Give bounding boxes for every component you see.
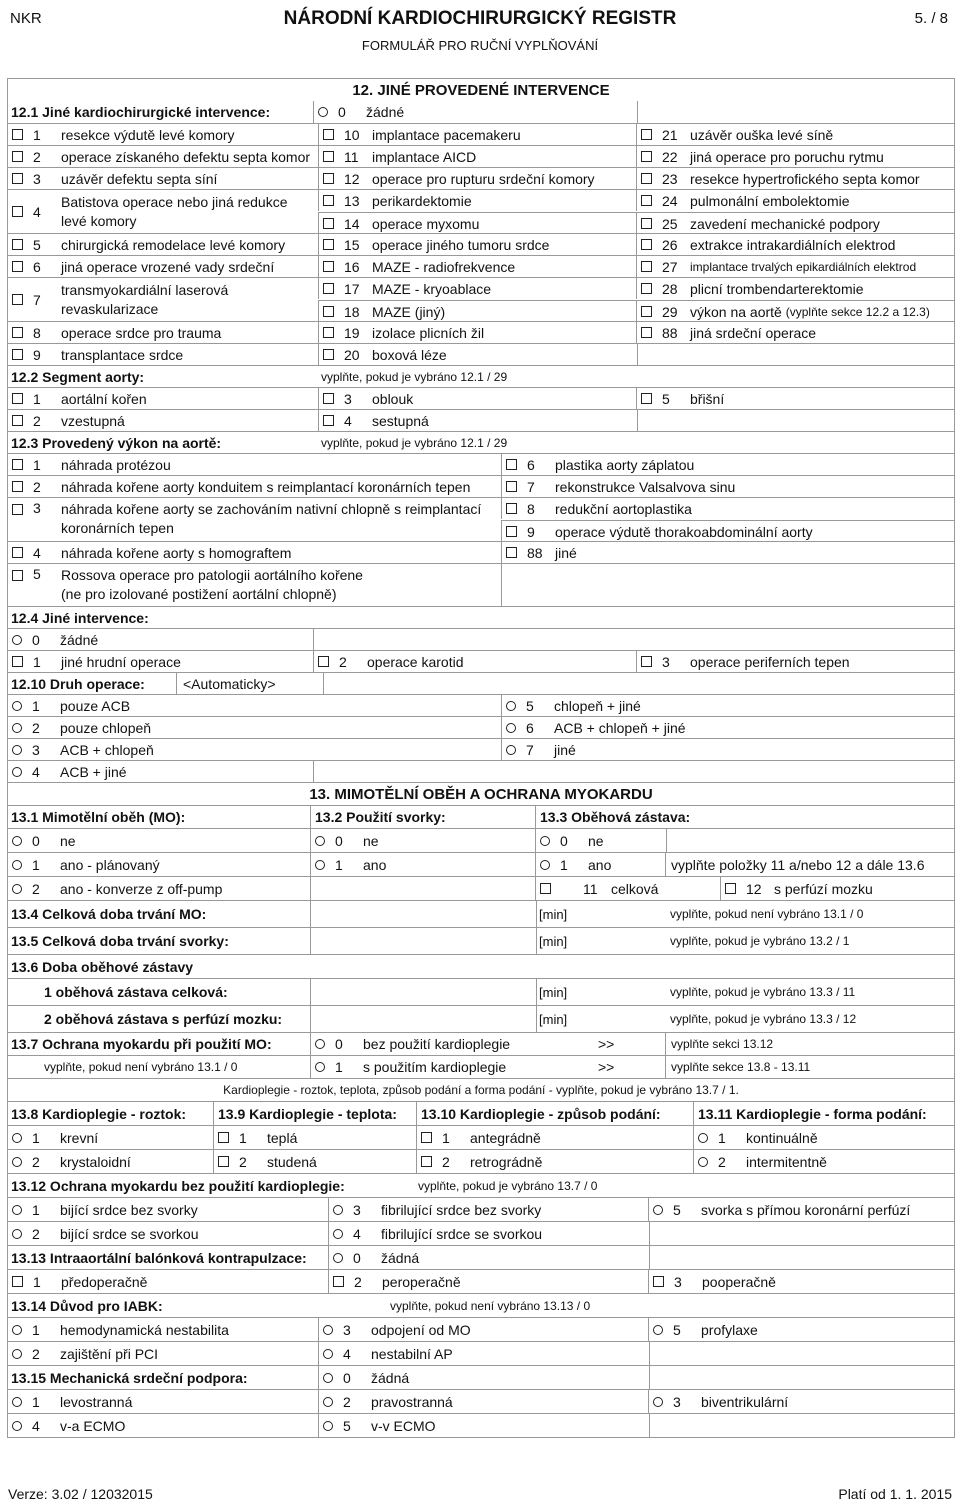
forma-2[interactable]: 2 intermitentně <box>693 1150 827 1173</box>
q12-2-row <box>8 409 954 431</box>
q13-1-3-header: 13.1 Mimotělní oběh (MO): 13.2 Použití svorky: 13.3 Oběhová zástava: <box>8 805 954 828</box>
druh-1[interactable]: 1 pouze ACB <box>8 695 130 716</box>
checkbox-icon[interactable] <box>641 656 652 667</box>
radio-icon[interactable] <box>653 1397 663 1407</box>
q13-row <box>8 876 954 900</box>
radio-icon[interactable] <box>12 1421 22 1431</box>
q12-1-grid-row <box>8 277 954 321</box>
vykon-8[interactable]: 8 redukční aortoplastika <box>501 498 954 519</box>
q13-8-11-row <box>8 1149 954 1173</box>
bez-1[interactable]: 1 bijící srdce bez svorky <box>8 1198 198 1221</box>
segment-4[interactable]: 4 sestupná <box>318 410 638 431</box>
checkbox-icon[interactable] <box>323 218 334 229</box>
zastava-celkova-input[interactable] <box>310 979 537 1005</box>
q12-1-label: 12.1 Jiné kardiochirurgické intervence: <box>11 104 271 120</box>
radio-icon[interactable] <box>698 1157 708 1167</box>
druh-2[interactable]: 2 pouze chlopeň <box>8 717 151 738</box>
option-15[interactable]: 15 operace jiného tumoru srdce <box>318 234 549 255</box>
mech-4[interactable]: 4 v-a ECMO <box>8 1414 125 1437</box>
mo-note: vyplňte, pokud není vybráno 13.1 / 0 <box>670 907 864 921</box>
radio-icon[interactable] <box>323 1373 333 1383</box>
q12-3-header: 12.3 Provedený výkon na aortě: vyplňte, pokud je vybráno 12.1 / 29 <box>8 431 954 453</box>
checkbox-icon[interactable] <box>12 570 23 581</box>
svorka-1[interactable]: 1 ano <box>310 853 386 876</box>
radio-icon[interactable] <box>12 1229 22 1239</box>
q13-7-condition: vyplňte, pokud není vybráno 13.1 / 0 <box>44 1060 238 1074</box>
vykon-5[interactable]: 5 Rossova operace pro patologii aortálního kořene (ne pro izolované postižení aortální chlopně) <box>8 564 498 606</box>
section-12-heading: 12. JINÉ PROVEDENÉ INTERVENCE <box>8 78 954 101</box>
q13-13-row <box>8 1269 954 1293</box>
vykon-88[interactable]: 88 jiné <box>501 542 577 563</box>
checkbox-icon[interactable] <box>506 547 517 558</box>
checkbox-icon[interactable] <box>641 173 652 184</box>
checkbox-icon[interactable] <box>12 393 23 404</box>
option-13[interactable]: 13 perikardektomie <box>318 190 472 211</box>
checkbox-icon[interactable] <box>12 459 23 470</box>
option-1[interactable]: 1 resekce výdutě levé komory <box>8 124 235 145</box>
checkbox-icon[interactable] <box>540 883 551 894</box>
radio-icon[interactable] <box>315 860 325 870</box>
option-19[interactable]: 19 izolace plicních žil <box>318 322 484 343</box>
bez-4[interactable]: 4 fibrilující srdce se svorkou <box>328 1222 650 1245</box>
radio-icon[interactable] <box>12 701 22 711</box>
teplota-1[interactable]: 1 teplá <box>213 1126 297 1149</box>
zastava-11[interactable]: 11 celková <box>535 877 658 900</box>
q13-12-row <box>8 1221 954 1245</box>
checkbox-icon[interactable] <box>506 481 517 492</box>
checkbox-icon[interactable] <box>641 283 652 294</box>
teplota-2[interactable]: 2 studená <box>213 1150 317 1173</box>
duvod-2[interactable]: 2 zajištění při PCI <box>8 1342 158 1365</box>
q13-6-header: 13.6 Doba oběhové zástavy <box>8 954 954 978</box>
bez-3[interactable]: 3 fibrilující srdce bez svorky <box>328 1198 541 1221</box>
mech-2[interactable]: 2 pravostranná <box>318 1390 453 1413</box>
q12-1-grid-row <box>8 233 954 255</box>
q12-1-none[interactable]: 0 žádné <box>313 101 638 123</box>
q13-8-11-row <box>8 1125 954 1149</box>
radio-icon[interactable] <box>323 1421 333 1431</box>
jine-3[interactable]: 3 operace periferních tepen <box>636 651 850 672</box>
option-27[interactable]: 27 implantace trvalých epikardiálních elektrod <box>636 256 916 277</box>
druh-4[interactable]: 4 ACB + jiné <box>8 761 314 782</box>
zastava-12[interactable]: 12 s perfúzí mozku <box>720 877 873 900</box>
radio-icon[interactable] <box>333 1205 343 1215</box>
q12-10-row <box>8 738 954 760</box>
radio-icon[interactable] <box>698 1133 708 1143</box>
q13-14-header: 13.14 Důvod pro IABK: vyplňte, pokud není vybráno 13.13 / 0 <box>8 1293 954 1317</box>
checkbox-icon[interactable] <box>323 306 334 317</box>
option-14[interactable]: 14 operace myxomu <box>318 212 954 234</box>
bez-5[interactable]: 5 svorka s přímou koronární perfúzí <box>648 1198 910 1221</box>
checkbox-icon[interactable] <box>12 206 23 217</box>
q12-10-header: 12.10 Druh operace: <Automaticky> <box>8 672 954 694</box>
druh-7[interactable]: 7 jiné <box>501 739 576 760</box>
checkbox-icon[interactable] <box>12 415 23 426</box>
radio-icon[interactable] <box>333 1253 343 1263</box>
radio-icon[interactable] <box>12 767 22 777</box>
bez-2[interactable]: 2 bijící srdce se svorkou <box>8 1222 199 1245</box>
radio-icon[interactable] <box>333 1229 343 1239</box>
radio-icon[interactable] <box>12 836 22 846</box>
option-22[interactable]: 22 jiná operace pro poruchu rytmu <box>636 146 884 167</box>
option-16[interactable]: 16 MAZE - radiofrekvence <box>318 256 515 277</box>
radio-icon[interactable] <box>506 701 516 711</box>
checkbox-icon[interactable] <box>12 481 23 492</box>
checkbox-icon[interactable] <box>641 195 652 206</box>
mo-2[interactable]: 2 ano - konverze z off-pump <box>8 877 311 900</box>
duvod-3[interactable]: 3 odpojení od MO <box>318 1318 471 1341</box>
druh-operace-auto: <Automaticky> <box>176 673 324 694</box>
checkbox-icon[interactable] <box>506 526 517 537</box>
radio-icon[interactable] <box>12 860 22 870</box>
iabk-3[interactable]: 3 pooperačně <box>648 1270 776 1293</box>
registry-abbrev: NKR <box>10 10 42 27</box>
option-21[interactable]: 21 uzávěr ouška levé síně <box>636 124 833 145</box>
checkbox-icon[interactable] <box>641 239 652 250</box>
option-25[interactable]: 25 zavedení mechanické podpory <box>636 212 880 234</box>
option-9[interactable]: 9 transplantace srdce <box>8 344 183 365</box>
checkbox-icon[interactable] <box>323 173 334 184</box>
q13-7-row: 13.7 Ochrana myokardu při použití MO: 0 bez použití kardioplegie >> vyplňte sekci 13.12 <box>8 1032 954 1055</box>
radio-icon[interactable] <box>12 723 22 733</box>
zpusob-2[interactable]: 2 retrográdně <box>416 1150 542 1173</box>
q13-15-row <box>8 1413 954 1438</box>
vykon-4[interactable]: 4 náhrada kořene aorty s homograftem <box>8 542 291 563</box>
vykon-1[interactable]: 1 náhrada protézou <box>8 454 171 475</box>
iabk-1[interactable]: 1 předoperačně <box>8 1270 147 1293</box>
checkbox-icon[interactable] <box>323 129 334 140</box>
vykon-9[interactable]: 9 operace výdutě thorakoabdominální aorty <box>501 520 954 542</box>
checkbox-icon[interactable] <box>421 1132 432 1143</box>
checkbox-icon[interactable] <box>218 1132 229 1143</box>
radio-icon[interactable] <box>540 860 550 870</box>
mech-3[interactable]: 3 biventrikulární <box>648 1390 788 1413</box>
radio-icon[interactable] <box>12 1157 22 1167</box>
q12-1-grid-row <box>8 167 954 189</box>
q12-3-row <box>8 453 954 475</box>
kardioplegie-note-row <box>8 1078 954 1101</box>
checkbox-icon[interactable] <box>12 173 23 184</box>
segment-5[interactable]: 5 břišní <box>636 388 724 409</box>
roztok-2[interactable]: 2 krystaloidní <box>8 1150 131 1173</box>
q12-3-row <box>8 563 954 606</box>
option-18[interactable]: 18 MAZE (jiný) <box>318 300 954 322</box>
checkbox-icon[interactable] <box>506 459 517 470</box>
mech-5[interactable]: 5 v-v ECMO <box>318 1414 650 1437</box>
q13-12-row <box>8 1197 954 1221</box>
ochrana-0[interactable]: 0 bez použití kardioplegie <box>310 1033 510 1055</box>
svorka-0[interactable]: 0 ne <box>310 829 379 852</box>
druh-5[interactable]: 5 chlopeň + jiné <box>501 695 641 716</box>
q12-3-row <box>8 497 954 541</box>
segment-2[interactable]: 2 vzestupná <box>8 410 125 431</box>
radio-icon[interactable] <box>315 836 325 846</box>
forma-1[interactable]: 1 kontinuálně <box>693 1126 818 1149</box>
radio-icon[interactable] <box>12 1325 22 1335</box>
checkbox-icon[interactable] <box>12 504 23 515</box>
radio-icon[interactable] <box>506 745 516 755</box>
q12-2-header: 12.2 Segment aorty: vyplňte, pokud je vybráno 12.1 / 29 <box>8 365 954 387</box>
checkbox-icon[interactable] <box>421 1156 432 1167</box>
vykon-7[interactable]: 7 rekonstrukce Valsalvova sinu <box>501 476 735 497</box>
checkbox-icon[interactable] <box>653 1276 664 1287</box>
q12-3-note: vyplňte, pokud je vybráno 12.1 / 29 <box>321 435 508 450</box>
checkbox-icon[interactable] <box>323 393 334 404</box>
q13-15-header: 13.15 Mechanická srdeční podpora: 0 žádná <box>8 1365 954 1389</box>
kardioplegie-note: Kardioplegie - roztok, teplota, způsob podání a forma podání - vyplňte, pokud je vybráno 13.7 / 1. <box>223 1083 739 1097</box>
q13-14-row <box>8 1317 954 1341</box>
checkbox-icon[interactable] <box>12 294 23 305</box>
option-17[interactable]: 17 MAZE - kryoablace <box>318 278 491 299</box>
radio-icon[interactable] <box>653 1325 663 1335</box>
radio-icon[interactable] <box>12 1205 22 1215</box>
iabk-2[interactable]: 2 peroperačně <box>328 1270 461 1293</box>
checkbox-icon[interactable] <box>218 1156 229 1167</box>
vykon-6[interactable]: 6 plastika aorty záplatou <box>501 454 694 475</box>
duvod-5[interactable]: 5 profylaxe <box>648 1318 758 1341</box>
page-title: NÁRODNÍ KARDIOCHIRURGICKÝ REGISTR <box>283 8 677 29</box>
segment-3[interactable]: 3 oblouk <box>318 388 413 409</box>
checkbox-icon[interactable] <box>506 503 517 514</box>
checkbox-icon[interactable] <box>323 261 334 272</box>
zastava-1[interactable]: 1 ano <box>535 853 611 876</box>
radio-icon[interactable] <box>12 884 22 894</box>
q12-1-row <box>8 101 954 123</box>
page-subtitle: FORMULÁŘ PRO RUČNÍ VYPLŇOVÁNÍ <box>361 38 599 53</box>
option-23[interactable]: 23 resekce hypertrofického septa komor <box>636 168 920 189</box>
checkbox-icon[interactable] <box>323 283 334 294</box>
checkbox-icon[interactable] <box>323 195 334 206</box>
q12-2-row <box>8 387 954 409</box>
radio-icon[interactable] <box>323 1325 333 1335</box>
q13-8-11-header: 13.8 Kardioplegie - roztok: 13.9 Kardioplegie - teplota: 13.10 Kardioplegie - způsob podání: 13.11 Kardioplegie - forma podání: <box>8 1101 954 1125</box>
q13-15-row <box>8 1389 954 1413</box>
radio-icon[interactable] <box>540 836 550 846</box>
footer-valid-from: Platí od 1. 1. 2015 <box>838 1486 952 1502</box>
option-28[interactable]: 28 plicní trombendarterektomie <box>636 278 864 299</box>
checkbox-icon[interactable] <box>12 151 23 162</box>
option-5[interactable]: 5 chirurgická remodelace levé komory <box>8 234 285 255</box>
radio-icon[interactable] <box>653 1205 663 1215</box>
iabk-0[interactable]: 0 žádná <box>328 1246 650 1269</box>
radio-icon[interactable] <box>323 1349 333 1359</box>
q12-1-grid-row <box>8 255 954 277</box>
checkbox-icon[interactable] <box>318 656 329 667</box>
option-4[interactable]: 4 Batistova operace nebo jiná redukce levé komory <box>8 190 313 233</box>
jine-0[interactable]: 0 žádné <box>8 629 314 650</box>
q13-5-row: 13.5 Celková doba trvání svorky: [min] vyplňte, pokud je vybráno 13.2 / 1 <box>8 927 954 954</box>
option-7[interactable]: 7 transmyokardiální laserová revaskularizace <box>8 278 313 321</box>
radio-icon[interactable] <box>12 1349 22 1359</box>
option-29-note: (vyplňte sekce 12.2 a 12.3) <box>785 304 930 319</box>
q12-1-grid-row <box>8 189 954 233</box>
mo-1[interactable]: 1 ano - plánovaný <box>8 853 160 876</box>
checkbox-icon[interactable] <box>641 151 652 162</box>
checkbox-icon[interactable] <box>641 393 652 404</box>
q13-6b-row: 2 oběhová zástava s perfúzí mozku: [min] vyplňte, pokud je vybráno 13.3 / 12 <box>8 1005 954 1032</box>
q12-3-row <box>8 475 954 497</box>
radio-icon[interactable] <box>12 1397 22 1407</box>
q12-10-row <box>8 760 954 782</box>
option-12[interactable]: 12 operace pro rupturu srdeční komory <box>318 168 595 189</box>
q12-1-grid-row <box>8 123 954 145</box>
radio-icon[interactable] <box>506 723 516 733</box>
jine-2[interactable]: 2 operace karotid <box>313 651 464 672</box>
q13-row <box>8 828 954 852</box>
option-24[interactable]: 24 pulmonální embolektomie <box>636 190 850 211</box>
page-number: 5. / 8 <box>914 10 948 27</box>
mech-1[interactable]: 1 levostranná <box>8 1390 132 1413</box>
option-3[interactable]: 3 uzávěr defektu septa síní <box>8 168 217 189</box>
checkbox-icon[interactable] <box>333 1276 344 1287</box>
q12-1-grid-row <box>8 343 954 365</box>
q12-10-row <box>8 716 954 738</box>
checkbox-icon[interactable] <box>323 239 334 250</box>
svorka-note: vyplňte, pokud je vybráno 13.2 / 1 <box>670 934 850 948</box>
roztok-1[interactable]: 1 krevní <box>8 1126 98 1149</box>
vykon-3[interactable]: 3 náhrada kořene aorty se zachováním nativní chlopně s reimplantací koronárních tepen <box>8 498 498 541</box>
option-8[interactable]: 8 operace srdce pro trauma <box>8 322 221 343</box>
checkbox-icon[interactable] <box>323 415 334 426</box>
checkbox-icon[interactable] <box>12 1276 23 1287</box>
mo-duration-input[interactable] <box>310 901 537 927</box>
checkbox-icon[interactable] <box>641 327 652 338</box>
q12-4-row <box>8 628 954 650</box>
q12-3-row <box>8 541 954 563</box>
checkbox-icon[interactable] <box>12 129 23 140</box>
radio-icon[interactable] <box>12 635 22 645</box>
option-88[interactable]: 88 jiná srdeční operace <box>636 322 816 343</box>
option-6[interactable]: 6 jiná operace vrozené vady srdeční <box>8 256 274 277</box>
q12-2-note: vyplňte, pokud je vybráno 12.1 / 29 <box>321 369 508 384</box>
q13-6a-row: 1 oběhová zástava celková: [min] vyplňte, pokud je vybráno 13.3 / 11 <box>8 978 954 1005</box>
checkbox-icon[interactable] <box>323 327 334 338</box>
checkbox-icon[interactable] <box>641 218 652 229</box>
q12-4-header: 12.4 Jiné intervence: <box>8 606 954 628</box>
jine-1[interactable]: 1 jiné hrudní operace <box>8 651 181 672</box>
segment-1[interactable]: 1 aortální kořen <box>8 388 147 409</box>
zastava-note: vyplňte položky 11 a/nebo 12 a dále 13.6 <box>665 853 924 876</box>
zastava-0[interactable]: 0 ne <box>535 829 667 852</box>
checkbox-icon[interactable] <box>12 349 23 360</box>
checkbox-icon[interactable] <box>641 306 652 317</box>
q13-12-header: 13.12 Ochrana myokardu bez použití kardioplegie: vyplňte, pokud je vybráno 13.7 / 0 <box>8 1173 954 1197</box>
zastava-perfuze-input[interactable] <box>310 1006 537 1032</box>
svorka-duration-input[interactable] <box>310 928 537 954</box>
checkbox-icon[interactable] <box>641 129 652 140</box>
q13-row <box>8 852 954 876</box>
option-2[interactable]: 2 operace získaného defektu septa komor <box>8 146 310 167</box>
radio-icon[interactable] <box>12 1133 22 1143</box>
section-13-heading: 13. MIMOTĚLNÍ OBĚH A OCHRANA MYOKARDU <box>8 782 954 805</box>
checkbox-icon[interactable] <box>12 239 23 250</box>
svorka-unit: [min] <box>539 933 568 949</box>
option-26[interactable]: 26 extrakce intrakardiálních elektrod <box>636 234 895 255</box>
ochrana-1[interactable]: 1 s použitím kardioplegie <box>310 1056 506 1078</box>
option-29[interactable]: 29 výkon na aortě (vyplňte sekce 12.2 a 12.3) <box>636 300 930 322</box>
checkbox-icon[interactable] <box>323 151 334 162</box>
option-11[interactable]: 11 implantace AICD <box>318 146 476 167</box>
checkbox-icon[interactable] <box>323 349 334 360</box>
druh-6[interactable]: 6 ACB + chlopeň + jiné <box>501 717 686 738</box>
q12-4-row <box>8 650 954 672</box>
mo-0[interactable]: 0 ne <box>8 829 76 852</box>
checkbox-icon[interactable] <box>12 261 23 272</box>
q13-4-row: 13.4 Celková doba trvání MO: [min] vyplňte, pokud není vybráno 13.1 / 0 <box>8 900 954 927</box>
checkbox-icon[interactable] <box>725 883 736 894</box>
mo-unit: [min] <box>539 906 568 922</box>
duvod-1[interactable]: 1 hemodynamická nestabilita <box>8 1318 229 1341</box>
radio-icon[interactable] <box>315 1062 325 1072</box>
form <box>7 78 955 1438</box>
checkbox-icon[interactable] <box>12 327 23 338</box>
page-header <box>0 0 960 70</box>
q13-7-row: vyplňte, pokud není vybráno 13.1 / 0 1 s použitím kardioplegie >> vyplňte sekce 13.8 - 13.11 <box>8 1055 954 1078</box>
footer-version: Verze: 3.02 / 12032015 <box>8 1486 153 1502</box>
checkbox-icon[interactable] <box>12 656 23 667</box>
zpusob-1[interactable]: 1 antegrádně <box>416 1126 541 1149</box>
mech-0[interactable]: 0 žádná <box>318 1366 650 1389</box>
q12-1-grid-row <box>8 145 954 167</box>
q13-14-row <box>8 1341 954 1365</box>
radio-icon[interactable] <box>323 1397 333 1407</box>
radio-icon[interactable] <box>12 745 22 755</box>
option-20[interactable]: 20 boxová léze <box>318 344 638 365</box>
q12-10-row <box>8 694 954 716</box>
druh-3[interactable]: 3 ACB + chlopeň <box>8 739 154 760</box>
radio-icon[interactable] <box>318 107 328 117</box>
checkbox-icon[interactable] <box>12 547 23 558</box>
radio-icon[interactable] <box>315 1039 325 1049</box>
vykon-2[interactable]: 2 náhrada kořene aorty konduitem s reimplantací koronárních tepen <box>8 476 470 497</box>
q13-13-header: 13.13 Intraaortální balónková kontrapulzace: 0 žádná <box>8 1245 954 1269</box>
checkbox-icon[interactable] <box>641 261 652 272</box>
q12-1-grid-row <box>8 321 954 343</box>
duvod-4[interactable]: 4 nestabilní AP <box>318 1342 650 1365</box>
option-10[interactable]: 10 implantace pacemakeru <box>318 124 521 145</box>
